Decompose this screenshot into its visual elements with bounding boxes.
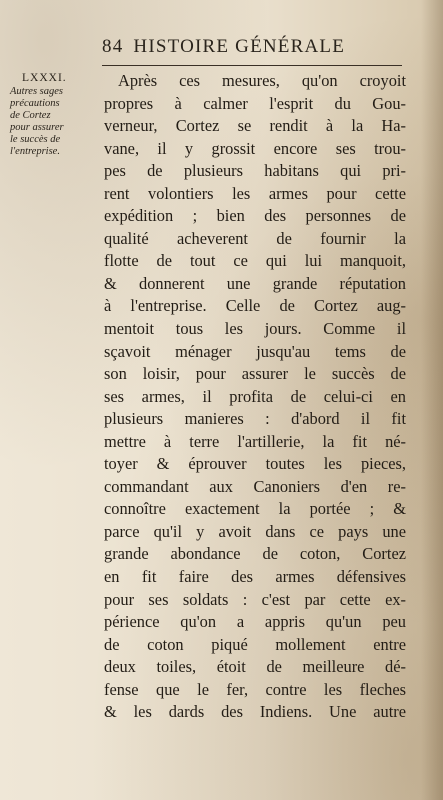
body-line: grande abondance de coton, Cortez (104, 544, 406, 564)
body-line: Après ces mesures, qu'on croyoit (118, 71, 406, 90)
running-header (102, 36, 402, 62)
margin-note-line: de Cortez (10, 110, 51, 121)
margin-note-line: l'entreprise. (10, 146, 60, 157)
body-line: qualité acheverent de fournir la (104, 228, 406, 248)
margin-note-line: Autres sages (10, 86, 63, 97)
body-line: mettre à terre l'artillerie, la fit né- (104, 431, 406, 451)
body-line: son loisir, pour assurer le succès de (104, 364, 406, 384)
body-line: parce qu'il y avoit dans ce pays une (104, 521, 406, 541)
body-line: expédition ; bien des personnes de (104, 206, 406, 226)
body-line: rent volontiers les armes pour cette (104, 183, 406, 203)
margin-note (10, 72, 96, 158)
body-line: vane, il y grossit encore ses trou- (104, 138, 406, 158)
body-line: deux toiles, étoit de meilleure dé- (104, 657, 406, 677)
body-line: & donnerent une grande réputation (104, 273, 406, 293)
body-line: pour ses soldats : c'est par cette ex- (104, 589, 406, 609)
margin-note-line: précautions (10, 98, 60, 109)
body-line: propres à calmer l'esprit du Gou- (104, 93, 406, 113)
body-line: en fit faire des armes défensives (104, 567, 406, 587)
body-line: de coton piqué mollement entre (104, 634, 406, 654)
body-line: flotte de tout ce qui lui manquoit, (104, 251, 406, 271)
body-line: connoître exactement la portée ; & (104, 499, 406, 519)
body-line: sçavoit ménager jusqu'au tems de (104, 341, 406, 361)
header-rule (102, 65, 402, 66)
margin-note-line: pour assurer (10, 122, 64, 133)
body-line: mentoit tous les jours. Comme il (104, 319, 406, 339)
running-title: HISTOIRE GÉNÉRALE (133, 36, 346, 57)
body-line: fense que le fer, contre les fleches (104, 679, 406, 699)
body-line: plusieurs manieres : d'abord il fit (104, 409, 406, 429)
margin-note-line: le succès de (10, 134, 61, 145)
body-line: à l'entreprise. Celle de Cortez aug- (104, 296, 406, 316)
body-line: & les dards des Indiens. Une autre (104, 702, 406, 722)
body-line: périence qu'on a appris qu'un peu (104, 612, 406, 632)
body-paragraph (104, 70, 406, 724)
body-line: verneur, Cortez se rendit à la Ha- (104, 116, 406, 136)
margin-note-number: LXXXI. (22, 72, 67, 84)
body-line: pes de plusieurs habitans qui pri- (104, 161, 406, 181)
body-line: commandant aux Canoniers d'en re- (104, 476, 406, 496)
body-line: ses armes, il profita de celui-ci en (104, 386, 406, 406)
body-line: toyer & éprouver toutes les pieces, (104, 454, 406, 474)
page-number: 84 (102, 36, 124, 57)
